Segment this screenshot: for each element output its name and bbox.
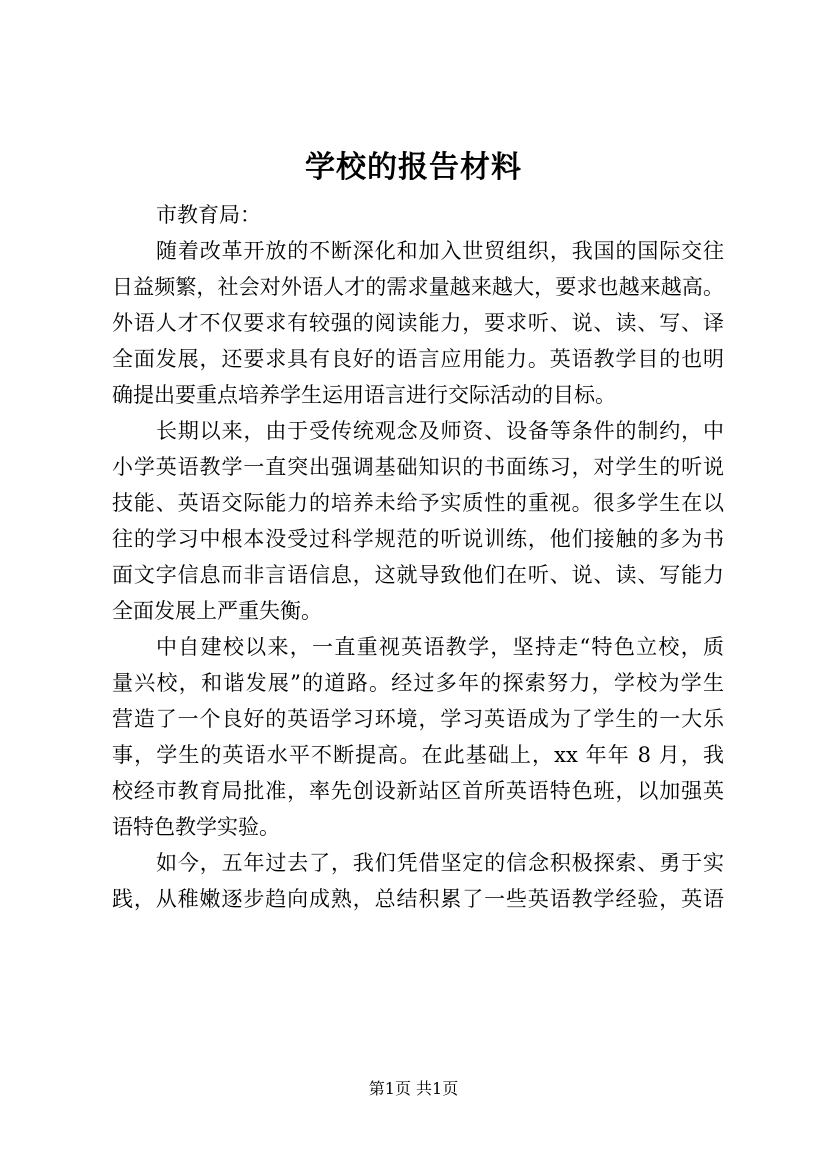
body-line: 践，从稚嫩逐步趋向成熟，总结积累了一些英语教学经验，英语 <box>112 887 724 911</box>
body-line: 市教育局： <box>156 203 261 227</box>
body-line: 外语人才不仅要求有较强的阅读能力，要求听、说、读、写、译 <box>112 311 724 335</box>
body-line: 确提出要重点培养学生运用语言进行交际活动的目标。 <box>112 383 616 407</box>
body-line: 事，学生的英语水平不断提高。在此基础上，xx 年年 8 月，我 <box>112 743 724 767</box>
body-line: 量兴校，和谐发展”的道路。经过多年的探索努力，学校为学生 <box>112 671 724 695</box>
document-title: 学校的报告材料 <box>305 150 522 185</box>
body-line: 营造了一个良好的英语学习环境，学习英语成为了学生的一大乐 <box>112 707 724 731</box>
body-line: 如今，五年过去了，我们凭借坚定的信念积极探索、勇于实 <box>156 851 724 875</box>
body-line: 日益频繁，社会对外语人才的需求量越来越大，要求也越来越高。 <box>112 275 724 299</box>
body-line: 小学英语教学一直突出强调基础知识的书面练习，对学生的听说 <box>112 455 724 479</box>
body-line: 随着改革开放的不断深化和加入世贸组织，我国的国际交往 <box>156 239 724 263</box>
body-line: 中自建校以来，一直重视英语教学，坚持走“特色立校，质 <box>156 635 724 659</box>
body-line: 往的学习中根本没受过科学规范的听说训练，他们接触的多为书 <box>112 527 724 551</box>
document-body <box>112 197 724 917</box>
body-line: 技能、英语交际能力的培养未给予实质性的重视。很多学生在以 <box>112 491 724 515</box>
body-line: 全面发展，还要求具有良好的语言应用能力。英语教学目的也明 <box>112 347 724 371</box>
body-line: 校经市教育局批准，率先创设新站区首所英语特色班，以加强英 <box>112 779 724 803</box>
body-line: 语特色教学实验。 <box>112 815 280 839</box>
page-footer: 第1页 共1页 <box>368 1079 459 1098</box>
body-line: 全面发展上严重失衡。 <box>112 599 322 623</box>
body-line: 长期以来，由于受传统观念及师资、设备等条件的制约，中 <box>156 419 724 443</box>
body-line: 面文字信息而非言语信息，这就导致他们在听、说、读、写能力 <box>112 563 724 587</box>
